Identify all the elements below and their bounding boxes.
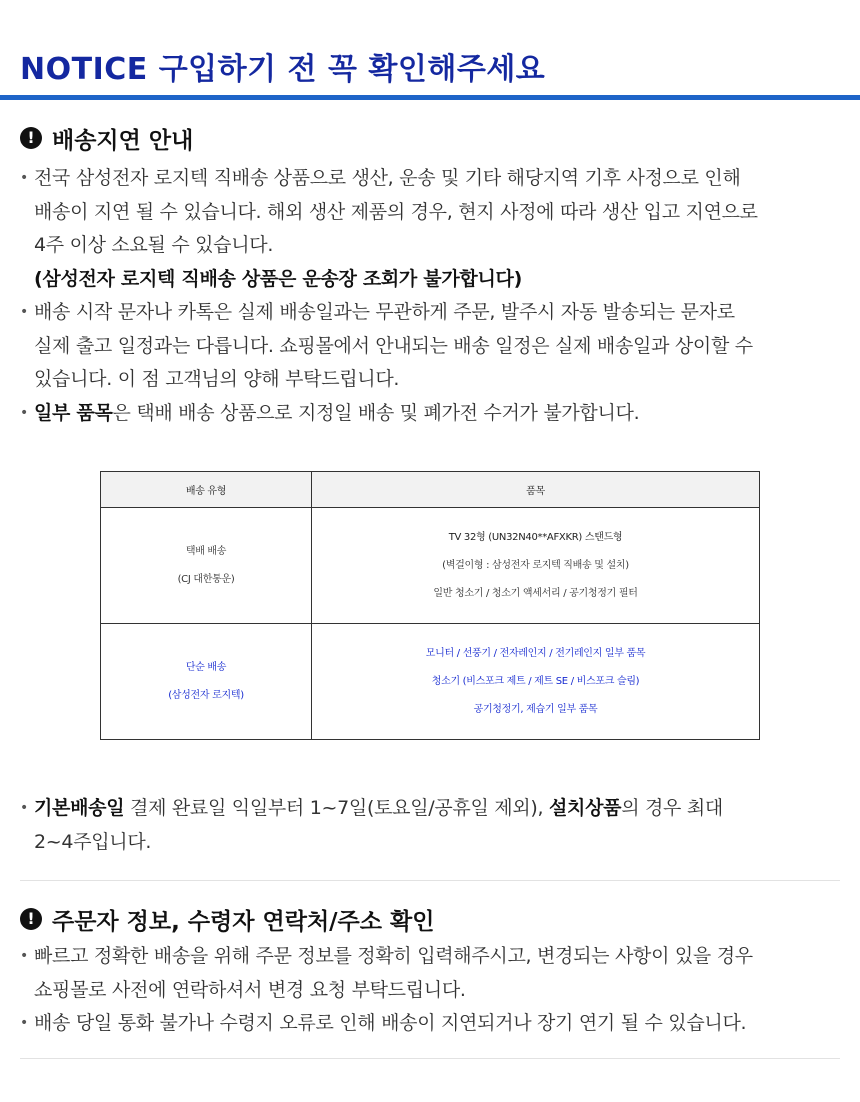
shipping-type-cell	[101, 624, 312, 740]
list-item	[20, 792, 840, 859]
page-title: NOTICE 구입하기 전 꼭 확인해주세요	[20, 52, 546, 87]
bullet-dot: •	[20, 948, 28, 964]
notice-bold-line: (삼성전자 로지텍 직배송 상품은 운송장 조회가 불가합니다)	[34, 267, 522, 290]
body-text: 은 택배 배송 상품으로 지정일 배송 및 폐가전 수거가 불가합니다.	[112, 401, 640, 424]
shipping-type-cell	[101, 508, 312, 624]
text-line: 있습니다. 이 점 고객님의 양해 부탁드립니다.	[34, 368, 400, 390]
section-heading	[20, 120, 840, 156]
list-item	[20, 162, 840, 296]
column-header-items: 품목	[312, 472, 760, 508]
text-line	[34, 792, 840, 826]
bullet-dot: •	[20, 304, 28, 320]
bullet-list	[20, 792, 840, 859]
shipping-type-table	[100, 471, 760, 740]
bullet-dot: •	[20, 404, 28, 421]
list-item	[20, 397, 840, 431]
column-header-type: 배송 유형	[101, 472, 312, 508]
table-row	[101, 508, 760, 624]
section-order-info	[20, 901, 840, 1041]
cell-line: 공기청정기, 제습기 일부 품목	[473, 703, 598, 715]
bullet-dot: •	[20, 1015, 28, 1031]
body-text: 의 경우 최대	[621, 797, 723, 819]
bullet-list	[20, 940, 840, 1041]
text-line: 실제 출고 일정과는 다릅니다. 쇼핑몰에서 안내되는 배송 일정은 실제 배송일과 상이할 수	[34, 334, 753, 357]
section-title: 배송지연 안내	[52, 127, 194, 154]
cell-line: 모니터 / 선풍기 / 전자레인지 / 전기레인지 일부 품목	[425, 647, 646, 659]
exclamation-circle-icon: !	[20, 908, 42, 930]
emphasis-text: 일부 품목	[34, 401, 113, 424]
bullet-dot: •	[20, 800, 28, 816]
list-item	[20, 940, 840, 1007]
cell-line: 단순 배송	[185, 661, 227, 673]
header-divider	[0, 95, 860, 100]
text-line: 쇼핑몰로 사전에 연락하셔서 변경 요청 부탁드립니다.	[34, 978, 466, 1001]
text-line: 배송 시작 문자나 카톡은 실제 배송일과는 무관하게 주문, 발주시 자동 발송되는 문자로	[34, 301, 735, 323]
cell-line: 택배 배송	[185, 545, 227, 557]
bullet-list	[20, 162, 840, 430]
page-header	[0, 0, 860, 100]
cell-line: 청소기 (비스포크 제트 / 제트 SE / 비스포크 슬림)	[431, 675, 640, 687]
list-item	[20, 296, 840, 397]
text-line	[34, 397, 840, 431]
section-base-delivery	[20, 792, 840, 859]
cell-line: TV 32형 (UN32N40**AFXKR) 스탠드형	[448, 531, 623, 543]
table-row	[101, 624, 760, 740]
section-divider	[20, 1058, 840, 1059]
cell-line: (벽걸이형 : 삼성전자 로지텍 직배송 및 설치)	[442, 559, 629, 571]
section-delivery-delay	[20, 120, 840, 430]
section-heading	[20, 901, 840, 937]
bullet-dot: •	[20, 170, 28, 186]
text-line: 전국 삼성전자 로지텍 직배송 상품으로 생산, 운송 및 기타 해당지역 기후 사정으로 인해	[34, 167, 741, 189]
text-line: 배송이 지연 될 수 있습니다. 해외 생산 제품의 경우, 현지 사정에 따라 생산 입고 지연으로	[34, 200, 758, 223]
text-line: 4주 이상 소요될 수 있습니다.	[34, 234, 274, 256]
text-line: 배송 당일 통화 불가나 수령지 오류로 인해 배송이 지연되거나 장기 연기 될 수 있습니다.	[34, 1012, 747, 1034]
exclamation-circle-icon: !	[20, 127, 42, 149]
emphasis-text: 설치상품	[548, 797, 622, 819]
items-cell	[312, 508, 760, 624]
section-title: 주문자 정보, 수령자 연락처/주소 확인	[52, 908, 435, 935]
section-divider	[20, 880, 840, 881]
table-header-row	[101, 472, 760, 508]
emphasis-text: 기본배송일	[34, 797, 125, 819]
items-cell	[312, 624, 760, 740]
cell-line: (삼성전자 로지텍)	[168, 689, 244, 701]
cell-line: (CJ 대한통운)	[177, 573, 235, 585]
cell-line: 일반 청소기 / 청소기 액세서리 / 공기청정기 필터	[433, 587, 638, 599]
text-line: 빠르고 정확한 배송을 위해 주문 정보를 정확히 입력해주시고, 변경되는 사항이 있을 경우	[34, 945, 753, 967]
body-text: 결제 완료일 익일부터 1~7일(토요일/공휴일 제외),	[124, 797, 549, 819]
text-line: 2~4주입니다.	[34, 830, 152, 853]
list-item	[20, 1007, 840, 1041]
